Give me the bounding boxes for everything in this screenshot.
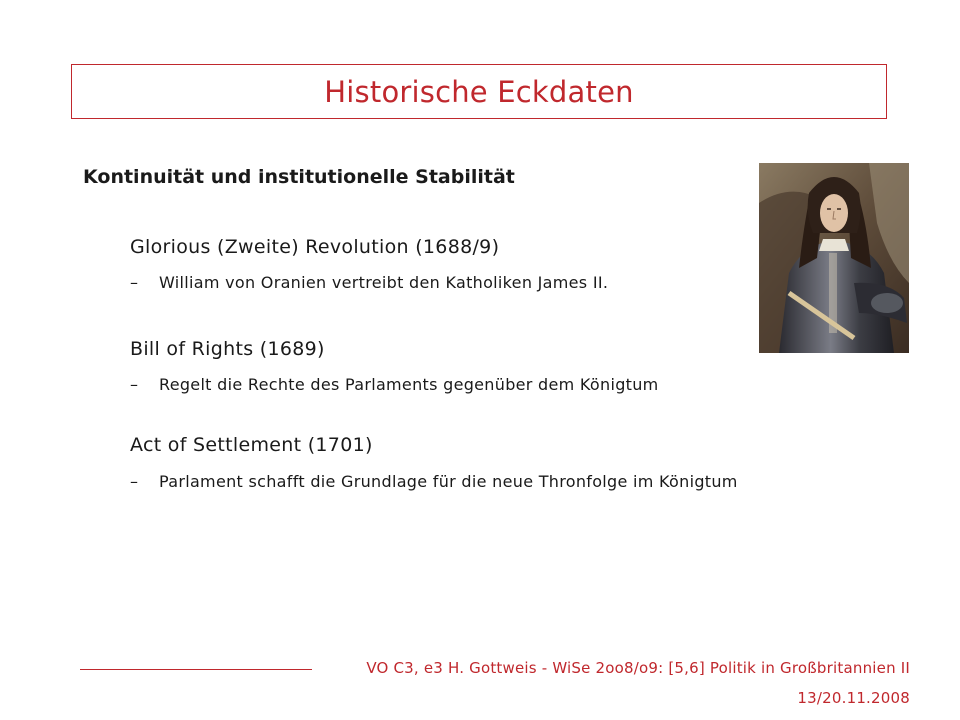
list-item-2: Bill of Rights (1689) xyxy=(130,338,325,360)
footer-course-info: VO C3, e3 H. Gottweis - WiSe 2oo8/o9: [5,6] Politik in Großbritannien II xyxy=(366,659,910,677)
dash-bullet: – xyxy=(130,472,139,491)
list-item-3: Act of Settlement (1701) xyxy=(130,434,373,456)
sub-item-text: Parlament schafft die Grundlage für die neue Thronfolge im Königtum xyxy=(159,472,738,491)
footer-date: 13/20.11.2008 xyxy=(797,689,910,707)
sub-item-text: William von Oranien vertreibt den Katholiken James II. xyxy=(159,273,609,292)
footer-divider xyxy=(80,669,312,670)
list-item-1: Glorious (Zweite) Revolution (1688/9) xyxy=(130,236,500,258)
sub-item-1 xyxy=(130,272,819,294)
sub-item-text: Regelt die Rechte des Parlaments gegenüber dem Königtum xyxy=(159,375,659,394)
title-box xyxy=(71,64,887,119)
dash-bullet: – xyxy=(130,375,139,394)
portrait-painting-icon xyxy=(759,163,909,353)
sub-item-3 xyxy=(130,471,809,493)
section-heading: Kontinuität und institutionelle Stabilität xyxy=(83,166,515,188)
portrait-image xyxy=(759,163,909,353)
sub-item-2 xyxy=(130,374,819,396)
slide-title: Historische Eckdaten xyxy=(324,74,634,109)
dash-bullet: – xyxy=(130,273,139,292)
